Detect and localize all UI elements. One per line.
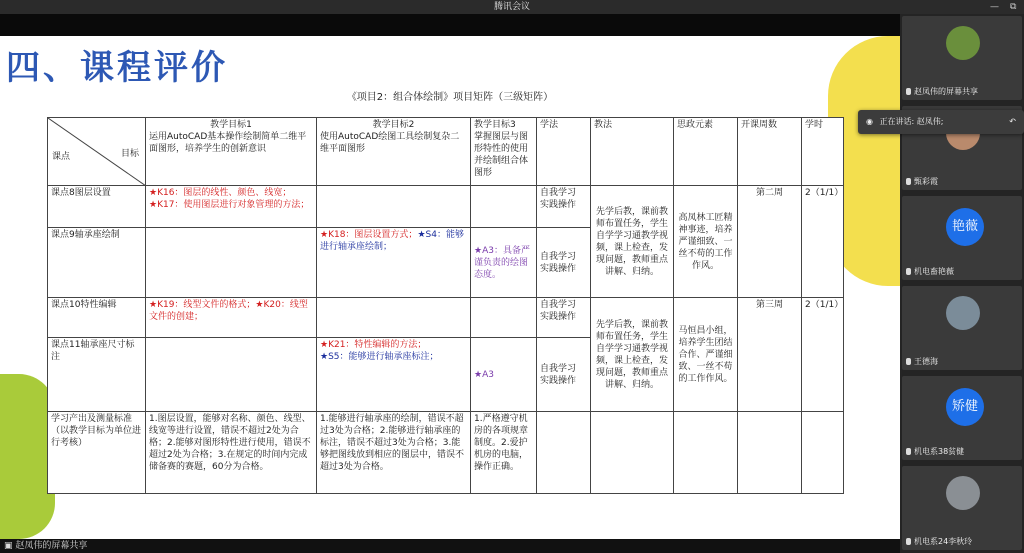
row-goal1 <box>146 228 317 298</box>
participant-name: 机电系38贫健 <box>906 446 964 457</box>
participant-avatar <box>946 476 980 510</box>
participant-tile[interactable] <box>902 286 1022 370</box>
row-goal1 <box>146 338 317 412</box>
row-ideology: 高凤林工匠精神事迹，培养严谨细致、一丝不苟的工作作风。 <box>674 186 738 298</box>
outcome-empty <box>738 412 802 494</box>
restore-button[interactable]: ⧉ <box>1010 2 1017 12</box>
participant-name: 王德海 <box>906 356 938 367</box>
header-goal1-title: 教学目标1 <box>210 120 252 130</box>
outcome-goal1: 1.图层设置，能够对名称、颜色、线型、线宽等进行设置，错误不超过2处为合格；2.能够对图形特性进行使用，错误不超过2处为合格；3.在规定的时间内完成储备赛的赛题，60分为合格。 <box>146 412 317 494</box>
row-lesson: 课点8图层设置 <box>48 186 146 228</box>
header-weeks: 开课周数 <box>738 118 802 186</box>
goal2-s-item: ★S5：能够进行轴承座标注； <box>320 352 439 362</box>
goal2-k-item: ★K21：特性编辑的方法； <box>320 340 427 350</box>
participants-sidebar <box>900 14 1024 553</box>
header-teach-method: 教法 <box>591 118 674 186</box>
screen-share-bar <box>0 539 900 553</box>
row-goal2 <box>317 338 471 412</box>
row-hours: 2（1/1） <box>802 186 844 298</box>
outcome-empty <box>802 412 844 494</box>
outcome-goal2: 1.能够进行轴承座的绘制，错误不超过3处为合格；2.能够进行轴承座的标注，错误不超过3处为合格；3.能够把图线放到相应的图层中，错误不超过3处为合格。 <box>317 412 471 494</box>
row-goal2 <box>317 298 471 338</box>
table-row <box>48 298 844 338</box>
row-goal1: ★K19：线型文件的格式；★K20：线型文件的创建； <box>146 298 317 338</box>
speaking-toast <box>858 110 1024 134</box>
matrix-title: 《项目2：组合体绘制》项目矩阵（三级矩阵） <box>346 92 554 103</box>
header-goal1 <box>146 118 317 186</box>
row-goal1: ★K16：图层的线性、颜色、线宽；★K17：使用图层进行对象管理的方法； <box>146 186 317 228</box>
window-title: 腾讯会议 <box>493 2 530 12</box>
row-week: 第三周 <box>738 298 802 412</box>
row-goal3: ★A3 <box>471 338 537 412</box>
outcome-empty <box>674 412 738 494</box>
header-goal3 <box>471 118 537 186</box>
header-hours: 学时 <box>802 118 844 186</box>
row-study: 自我学习 实践操作 <box>537 228 591 298</box>
screen-share-label: 赵凤伟的屏幕共享 <box>15 541 88 551</box>
row-goal2 <box>317 228 471 298</box>
row-study: 自我学习 实践操作 <box>537 186 591 228</box>
participant-tile[interactable] <box>902 466 1022 550</box>
goal2-k-item: ★K18：图层设置方式； <box>320 230 418 240</box>
header-goal2-title: 教学目标2 <box>372 120 415 130</box>
back-icon[interactable]: ↶ <box>1009 117 1016 126</box>
header-goal2 <box>317 118 471 186</box>
header-goal3-desc: 掌握图层与图形特性的使用并绘制组合体图形 <box>474 132 529 178</box>
participant-avatar <box>946 26 980 60</box>
participant-name: 赵凤伟的屏幕共享 <box>906 86 978 97</box>
goal2-s-item: ★S4：能够进行轴承座绘制； <box>320 230 464 252</box>
mic-icon <box>906 538 911 545</box>
header-row <box>48 118 844 186</box>
corner-cell <box>48 118 146 186</box>
screen-share-icon: ▣ <box>4 541 13 551</box>
speaking-text: 正在讲话: 赵凤伟; <box>879 117 944 126</box>
corner-label-lesson: 课点 <box>52 152 71 162</box>
mic-icon <box>906 88 911 95</box>
row-teach: 先学后教，课前教师布置任务，学生自学学习通教学视频，课上检查，发现问题，教师重点讲解、归纳。 <box>591 186 674 298</box>
participant-avatar: 艳薇 <box>946 208 984 246</box>
row-study: 自我学习 实践操作 <box>537 338 591 412</box>
window-titlebar <box>0 0 1024 14</box>
outcome-label: 学习产出及测量标准（以教学目标为单位进行考核） <box>48 412 146 494</box>
top-black-bar <box>0 14 900 36</box>
row-hours: 2（1/1） <box>802 298 844 412</box>
participant-name: 机电畜艳薇 <box>906 266 954 277</box>
row-lesson: 课点9轴承座绘制 <box>48 228 146 298</box>
mic-icon <box>906 178 911 185</box>
row-teach: 先学后教，课前教师布置任务，学生自学学习通教学视频，课上检查，发现问题，教师重点讲解、归纳。 <box>591 298 674 412</box>
mic-icon <box>906 448 911 455</box>
header-goal1-desc: 运用AutoCAD基本操作绘制简单二维平面图形，培养学生的创新意识 <box>149 132 307 154</box>
participant-name: 机电系24李秋玲 <box>906 536 972 547</box>
outcome-empty <box>537 412 591 494</box>
outcome-row <box>48 412 844 494</box>
row-goal3 <box>471 186 537 228</box>
mic-icon <box>906 268 911 275</box>
mic-icon <box>906 358 911 365</box>
participant-avatar <box>946 296 980 330</box>
row-goal3 <box>471 298 537 338</box>
header-goal3-title: 教学目标3 <box>474 120 516 130</box>
corner-label-goal: 目标 <box>120 149 139 159</box>
row-lesson: 课点11轴承座尺寸标注 <box>48 338 146 412</box>
outcome-empty <box>591 412 674 494</box>
row-week: 第二周 <box>738 186 802 298</box>
outcome-goal3: 1.严格遵守机房的各项规章制度。2.爱护机房的电脑，操作正确。 <box>471 412 537 494</box>
header-ideology: 思政元素 <box>674 118 738 186</box>
participant-tile[interactable] <box>902 16 1022 100</box>
header-study-method: 学法 <box>537 118 591 186</box>
project-matrix-table <box>47 117 844 494</box>
header-goal2-desc: 使用AutoCAD绘图工具绘制复杂二维平面图形 <box>320 132 460 154</box>
participant-tile[interactable] <box>902 376 1022 460</box>
minimize-button[interactable]: — <box>990 2 999 12</box>
participant-name: 甄彩霞 <box>906 176 938 187</box>
row-ideology: 马恒昌小组，培养学生团结合作、严谨细致、一丝不苟的工作作风。 <box>674 298 738 412</box>
row-lesson: 课点10特性编辑 <box>48 298 146 338</box>
row-goal2 <box>317 186 471 228</box>
shared-slide <box>0 36 900 539</box>
row-study: 自我学习 实践操作 <box>537 298 591 338</box>
participant-tile[interactable] <box>902 196 1022 280</box>
participant-avatar: 矫健 <box>946 388 984 426</box>
speaker-icon: ◉ <box>866 117 873 126</box>
slide-title: 四、课程评价 <box>6 48 228 88</box>
row-goal3: ★A3：具备严谨负责的绘图态度。 <box>471 228 537 298</box>
table-row <box>48 186 844 228</box>
